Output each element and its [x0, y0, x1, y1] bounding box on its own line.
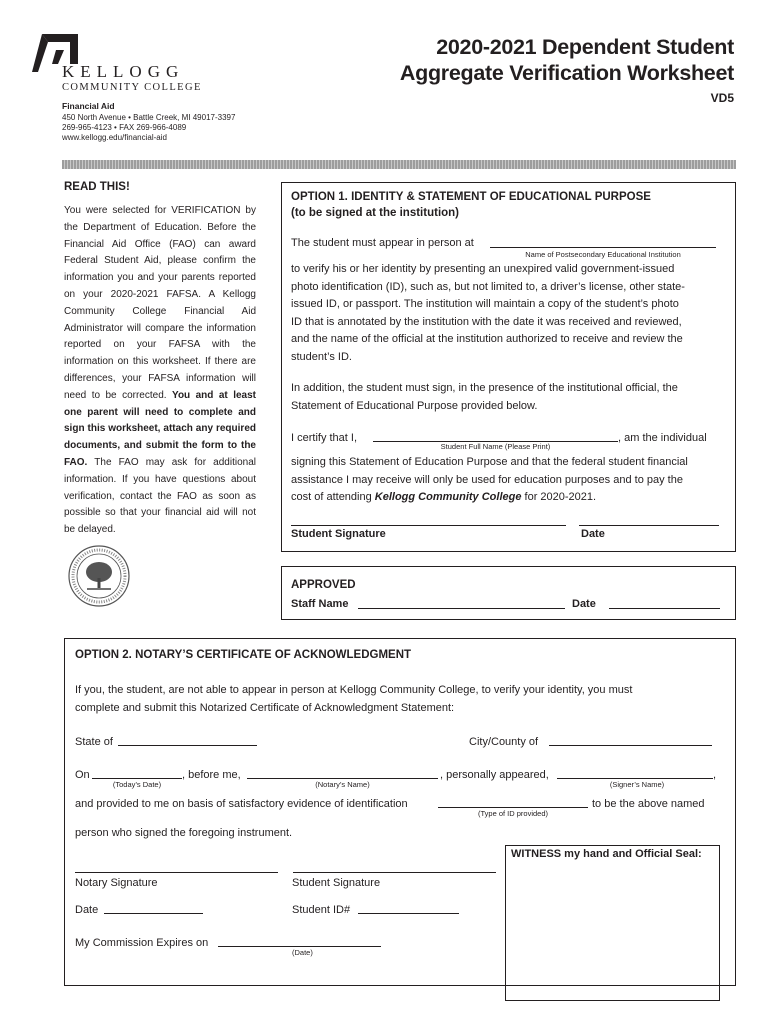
addition-line-2: Statement of Educational Purpose provided below.: [291, 399, 538, 412]
college-name: KELLOGG: [62, 62, 185, 81]
approved-date-label: Date: [572, 598, 596, 610]
on-label: On: [75, 769, 90, 781]
department-name: Financial Aid: [62, 101, 115, 111]
student-id-field[interactable]: [358, 913, 459, 914]
website-line: www.kellogg.edu/financial-aid: [62, 133, 167, 142]
witness-seal-box: [505, 845, 720, 1001]
verify-line-6: student’s ID.: [291, 350, 352, 363]
evidence-text: and provided to me on basis of satisfactory evidence of identification: [75, 798, 408, 810]
student-signature-field[interactable]: [291, 525, 566, 526]
approved-box: [281, 566, 736, 620]
signature-date-label: Date: [581, 528, 605, 540]
verify-line-1: to verify his or her identity by presenting an unexpired valid government-issued: [291, 263, 675, 275]
notary-signature-label: Notary Signature: [75, 877, 158, 889]
form-title: [400, 34, 734, 86]
todays-date-field[interactable]: [92, 778, 182, 779]
verify-line-5: and the name of the official at the institution authorized to receive and review the: [291, 333, 683, 345]
approved-date-field[interactable]: [609, 608, 720, 609]
read-this-text-2: The FAO may ask for additional information. If you have questions about verification, contact the FAO as soon as possible so that your financial aid will not be delayed.: [64, 456, 256, 536]
student-signature-label: Student Signature: [291, 528, 386, 540]
certification-line-4-suffix: for 2020-2021.: [521, 491, 597, 503]
address-line: 450 North Avenue • Battle Creek, MI 49017-3397: [62, 113, 236, 122]
option2-intro-line-1: If you, the student, are not able to appear in person at Kellogg Community College, to verify your identity, you must: [75, 684, 633, 696]
commission-date-field[interactable]: [218, 946, 381, 947]
addition-line-1: In addition, the student must sign, in the presence of the institutional official, the: [291, 382, 678, 394]
verify-line-3: issued ID, or passport. The institution will maintain a copy of the student’s photo: [291, 298, 679, 310]
personally-appeared-text: , personally appeared,: [440, 769, 549, 781]
id-type-field[interactable]: [438, 807, 588, 808]
notary-name-caption: (Notary’s Name): [315, 780, 370, 789]
notary-date-label: Date: [75, 904, 99, 916]
certification-line-2: signing this Statement of Education Purpose and that the federal student financial: [291, 456, 688, 468]
department-seal-icon: [68, 545, 130, 607]
option2-student-signature-field[interactable]: [293, 872, 496, 873]
notary-signature-field[interactable]: [75, 872, 278, 873]
certification-line-4: [291, 489, 596, 507]
header-divider: [62, 160, 736, 169]
student-id-label: Student ID#: [292, 904, 351, 916]
form-title-line1: 2020-2021 Dependent Student: [436, 35, 734, 59]
city-county-label: City/County of: [469, 736, 539, 748]
signer-trailing-comma: ,: [713, 769, 717, 781]
read-this-body: [64, 203, 256, 539]
certify-prefix: I certify that I,: [291, 432, 358, 444]
institution-name-field[interactable]: [490, 247, 716, 248]
signer-name-caption: (Signer’s Name): [609, 780, 665, 789]
form-title-line2: Aggregate Verification Worksheet: [399, 61, 734, 85]
option1-title-line1: OPTION 1. IDENTITY & STATEMENT OF EDUCATIONAL PURPOSE: [291, 191, 651, 203]
option2-student-signature-label: Student Signature: [292, 877, 381, 889]
student-signature-date-field[interactable]: [579, 525, 719, 526]
todays-date-caption: (Today’s Date): [112, 780, 162, 789]
option2-intro-line-2: complete and submit this Notarized Certificate of Acknowledgment Statement:: [75, 701, 455, 714]
certification-line-4-prefix: cost of attending: [291, 491, 375, 503]
phone-line: 269-965-4123 • FAX 269-966-4089: [62, 123, 187, 132]
notary-date-field[interactable]: [104, 913, 203, 914]
option1-title: [291, 189, 651, 221]
student-name-caption: Student Full Name (Please Print): [440, 442, 551, 451]
notary-name-field[interactable]: [247, 778, 438, 779]
commission-expires-label: My Commission Expires on: [75, 937, 209, 949]
college-subtitle: COMMUNITY COLLEGE: [62, 82, 202, 93]
verify-line-4: ID that is annotated by the institution with the date it was received and reviewed,: [291, 315, 682, 328]
read-this-text-1: You were selected for VERIFICATION by the Department of Education. Before the Financial Aid Office (FAO) can award Federal Student Aid, please confirm the information you and your parents reported on your 2020-2021 FAFSA. A Kellogg Community College Financial Aid Administrator will compare the information reported on your FAFSA with the information on this worksheet. If there are differences, your FAFSA information will need to be corrected.: [64, 205, 256, 401]
verify-line-2: photo identification (ID), such as, but not limited to, a driver’s license, other state-: [291, 280, 685, 293]
certify-suffix: , am the individual: [618, 432, 707, 444]
state-label: State of: [75, 736, 113, 748]
college-name-emphasis: Kellogg Community College: [374, 491, 522, 503]
staff-name-field[interactable]: [358, 608, 565, 609]
id-type-caption: (Type of ID provided): [477, 809, 549, 818]
above-named-text: to be the above named: [592, 798, 705, 810]
read-this-title: READ THIS!: [64, 181, 130, 193]
institution-caption: Name of Postsecondary Educational Institution: [525, 250, 681, 259]
read-this-bold-text: You and at least one parent will need to complete and sign this worksheet, attach any required documents, and submit the form to the FAO.: [64, 389, 256, 468]
form-code: VD5: [710, 91, 734, 105]
person-signed-text: person who signed the foregoing instrument.: [75, 827, 293, 839]
witness-label: WITNESS my hand and Official Seal:: [511, 848, 702, 860]
signer-name-field[interactable]: [557, 778, 713, 779]
option1-title-line2: (to be signed at the institution): [291, 207, 460, 219]
option2-title: OPTION 2. NOTARY’S CERTIFICATE OF ACKNOWLEDGMENT: [75, 649, 412, 661]
approved-title: APPROVED: [291, 579, 356, 591]
commission-date-caption: (Date): [292, 948, 313, 957]
certification-line-3: assistance I may receive will only be used for education purposes and to pay the: [291, 473, 683, 486]
city-county-field[interactable]: [549, 745, 712, 746]
appear-text: The student must appear in person at: [291, 237, 474, 249]
state-field[interactable]: [118, 745, 257, 746]
staff-name-label: Staff Name: [291, 598, 349, 610]
before-me-text: , before me,: [182, 769, 241, 781]
